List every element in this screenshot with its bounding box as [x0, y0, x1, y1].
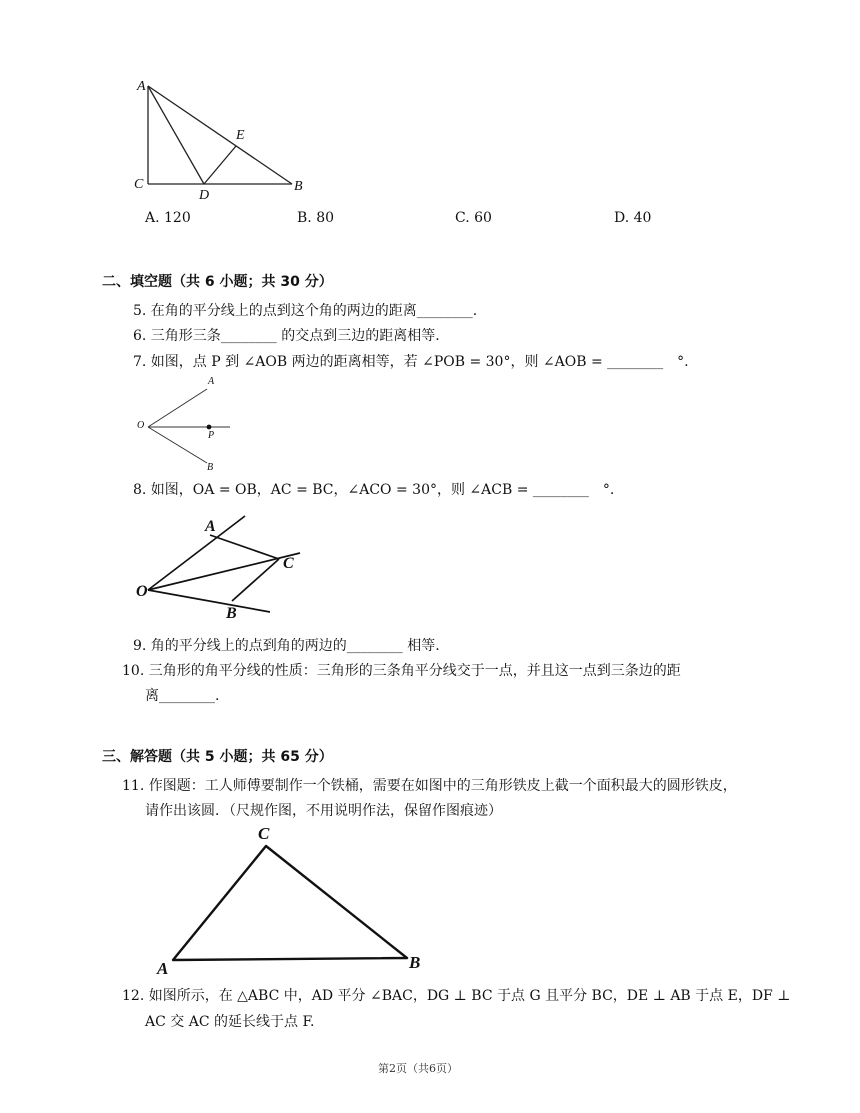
- q8-label-a: A: [205, 518, 216, 535]
- page-footer: 第2页（共6页）: [378, 1062, 458, 1075]
- question-6: 6. 三角形三条________ 的交点到三边的距离相等.: [133, 328, 440, 344]
- question-12-line1: 12. 如图所示，在 △ABC 中，AD 平分 ∠BAC，DG ⊥ BC 于点 G 且平分 BC，DE ⊥ AB 于点 E，DF ⊥: [122, 988, 791, 1004]
- option-c: C. 60: [455, 210, 492, 226]
- q8-label-o: O: [136, 583, 148, 600]
- question-11-line2: 请作出该圆．（尺规作图，不用说明作法，保留作图痕迹）: [145, 803, 502, 819]
- question-5: 5. 在角的平分线上的点到这个角的两边的距离________.: [133, 303, 478, 319]
- section2-title: 二、填空题（共 6 小题；共 30 分）: [102, 274, 333, 290]
- question-9: 9. 角的平分线上的点到角的两边的________ 相等.: [133, 638, 440, 654]
- question-10-line2: 离________.: [145, 688, 220, 704]
- option-d: D. 40: [614, 210, 652, 226]
- option-a: A. 120: [145, 210, 191, 226]
- section3-title: 三、解答题（共 5 小题；共 65 分）: [102, 749, 333, 765]
- question-8: 8. 如图，OA = OB，AC = BC，∠ACO = 30°，则 ∠ACB = ________ °.: [133, 482, 615, 498]
- label-c: C: [134, 177, 144, 192]
- q7-label-b: B: [207, 462, 214, 473]
- label-e: E: [236, 128, 245, 143]
- question-12-line2: AC 交 AC 的延长线于点 F.: [145, 1014, 315, 1030]
- label-a: A: [137, 79, 146, 94]
- label-b: B: [294, 179, 303, 194]
- q7-label-a: A: [208, 376, 215, 387]
- label-d: D: [199, 188, 210, 203]
- q11-label-b: B: [409, 953, 421, 972]
- question-10-line1: 10. 三角形的角平分线的性质：三角形的三条角平分线交于一点，并且这一点到三条边的距: [122, 663, 681, 679]
- question-11-line1: 11. 作图题：工人师傅要制作一个铁桶，需要在如图中的三角形铁皮上截一个面积最大的圆形铁皮，: [122, 778, 737, 794]
- q11-label-a: A: [157, 959, 169, 978]
- q11-label-c: C: [258, 824, 270, 843]
- q8-label-c: C: [283, 555, 294, 572]
- q8-label-b: B: [226, 605, 237, 622]
- q7-label-o: O: [137, 420, 145, 431]
- q7-label-p: P: [208, 430, 215, 441]
- question-7: 7. 如图，点 P 到 ∠AOB 两边的距离相等，若 ∠POB = 30°，则 ∠AOB = ________ °.: [133, 354, 689, 370]
- option-b: B. 80: [297, 210, 335, 226]
